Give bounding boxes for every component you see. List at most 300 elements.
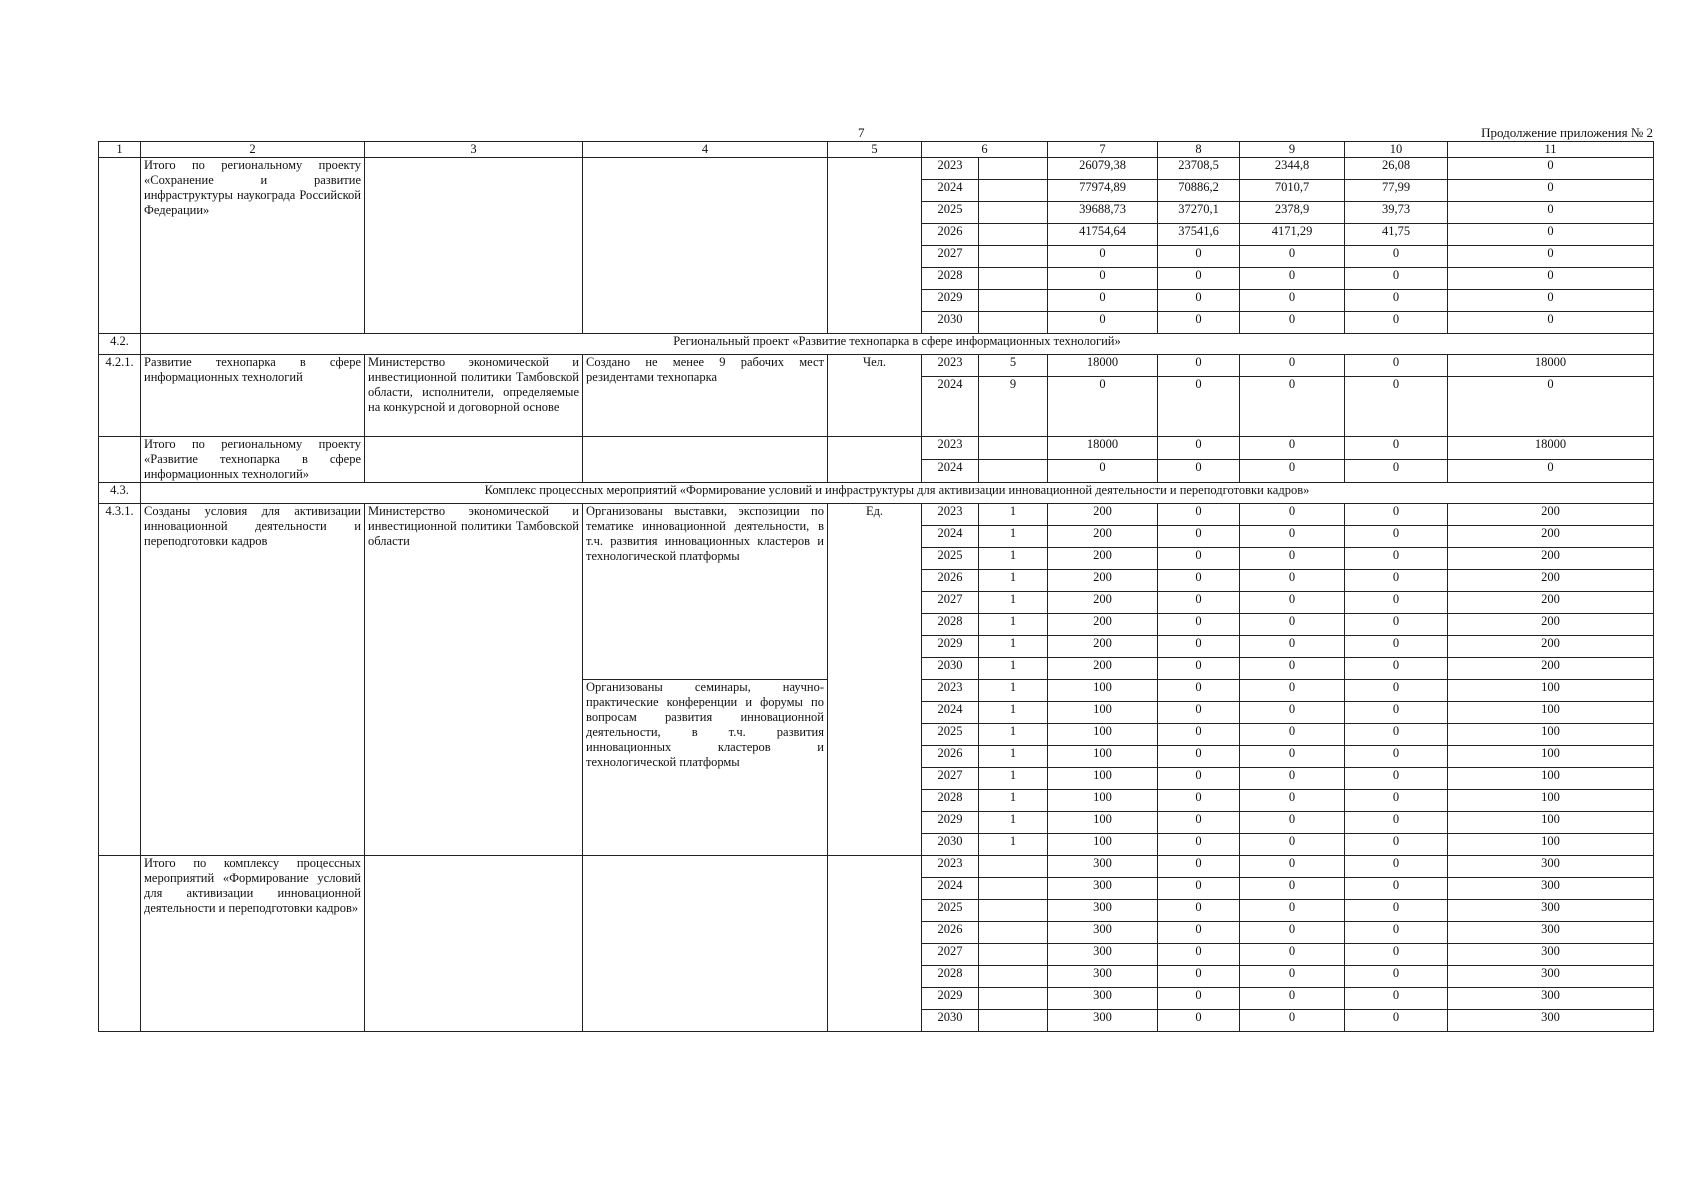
indicator-cell [979,988,1048,1010]
local-cell: 77,99 [1345,180,1448,202]
total-cell: 200 [1048,592,1158,614]
federal-cell: 0 [1158,746,1240,768]
total-cell: 77974,89 [1048,180,1158,202]
unit-cell: Ед. [828,504,922,856]
local-cell: 0 [1345,658,1448,680]
regional-cell: 0 [1240,246,1345,268]
indicator-cell [979,944,1048,966]
executor-cell [365,437,583,483]
total-cell: 300 [1048,988,1158,1010]
column-header-row [99,142,1654,158]
regional-cell: 7010,7 [1240,180,1345,202]
federal-cell: 0 [1158,702,1240,724]
extra-cell: 0 [1448,246,1654,268]
year-cell: 2025 [922,202,979,224]
local-cell: 0 [1345,636,1448,658]
total-cell: 200 [1048,636,1158,658]
unit-cell [828,437,922,483]
regional-cell: 0 [1240,878,1345,900]
indicator-cell [979,856,1048,878]
total-cell: 0 [1048,268,1158,290]
regional-cell: 0 [1240,856,1345,878]
regional-cell: 0 [1240,437,1345,460]
num-cell [99,856,141,1032]
extra-cell: 0 [1448,202,1654,224]
indicator-cell: 5 [979,355,1048,377]
num-cell: 4.3.1. [99,504,141,856]
extra-cell: 0 [1448,312,1654,334]
indicator-cell: 1 [979,548,1048,570]
local-cell: 0 [1345,355,1448,377]
regional-cell: 0 [1240,504,1345,526]
regional-cell: 0 [1240,614,1345,636]
local-cell: 0 [1345,290,1448,312]
federal-cell: 23708,5 [1158,158,1240,180]
year-cell: 2026 [922,224,979,246]
regional-cell: 4171,29 [1240,224,1345,246]
total-cell: 200 [1048,614,1158,636]
column-header: 1 [99,142,141,158]
federal-cell: 0 [1158,790,1240,812]
total-cell: 39688,73 [1048,202,1158,224]
regional-cell: 0 [1240,460,1345,483]
total-cell: 200 [1048,504,1158,526]
indicator-cell [979,290,1048,312]
federal-cell: 0 [1158,988,1240,1010]
year-cell: 2029 [922,636,979,658]
federal-cell: 0 [1158,290,1240,312]
regional-cell: 0 [1240,746,1345,768]
column-header: 5 [828,142,922,158]
indicator-cell: 1 [979,812,1048,834]
total-cell: 200 [1048,526,1158,548]
executor-cell [365,158,583,334]
local-cell: 0 [1345,504,1448,526]
total-name-cell: Итого по региональному проекту «Развитие технопарка в сфере информационных технологий» [141,437,365,483]
regional-cell: 0 [1240,312,1345,334]
indicator-cell: 1 [979,658,1048,680]
unit-cell: Чел. [828,355,922,437]
local-cell: 0 [1345,746,1448,768]
federal-cell: 0 [1158,246,1240,268]
indicator-cell: 1 [979,834,1048,856]
section-row [99,334,1654,355]
extra-cell: 200 [1448,636,1654,658]
column-header: 9 [1240,142,1345,158]
regional-cell: 0 [1240,724,1345,746]
federal-cell: 0 [1158,437,1240,460]
local-cell: 26,08 [1345,158,1448,180]
federal-cell: 0 [1158,856,1240,878]
federal-cell: 0 [1158,614,1240,636]
federal-cell: 37541,6 [1158,224,1240,246]
total-cell: 300 [1048,878,1158,900]
federal-cell: 0 [1158,268,1240,290]
extra-cell: 200 [1448,614,1654,636]
local-cell: 0 [1345,834,1448,856]
federal-cell: 0 [1158,944,1240,966]
num-cell: 4.2.1. [99,355,141,437]
total-cell: 100 [1048,746,1158,768]
table-body [99,142,1654,1032]
table-row [99,158,1654,180]
regional-cell: 0 [1240,702,1345,724]
total-cell: 100 [1048,680,1158,702]
result-cell [583,158,828,334]
year-cell: 2030 [922,1010,979,1032]
federal-cell: 0 [1158,878,1240,900]
year-cell: 2027 [922,944,979,966]
federal-cell: 0 [1158,526,1240,548]
extra-cell: 0 [1448,377,1654,437]
table-row [99,856,1654,878]
year-cell: 2024 [922,702,979,724]
local-cell: 0 [1345,878,1448,900]
regional-cell: 0 [1240,834,1345,856]
year-cell: 2025 [922,724,979,746]
unit-cell [828,158,922,334]
total-name-cell: Итого по региональному проекту «Сохранение и развитие инфраструктуры наукограда Российской Федерации» [141,158,365,334]
indicator-cell: 1 [979,526,1048,548]
continuation-note: Продолжение приложения № 2 [1481,125,1653,140]
section-row [99,483,1654,504]
extra-cell: 300 [1448,878,1654,900]
total-cell: 100 [1048,834,1158,856]
indicator-cell: 9 [979,377,1048,437]
indicator-cell [979,900,1048,922]
year-cell: 2024 [922,180,979,202]
federal-cell: 0 [1158,504,1240,526]
regional-cell: 0 [1240,922,1345,944]
indicator-cell: 1 [979,592,1048,614]
regional-cell: 0 [1240,592,1345,614]
local-cell: 0 [1345,768,1448,790]
indicator-cell: 1 [979,790,1048,812]
total-cell: 200 [1048,658,1158,680]
extra-cell: 200 [1448,592,1654,614]
event-name-cell: Развитие технопарка в сфере информационных технологий [141,355,365,437]
local-cell: 0 [1345,377,1448,437]
extra-cell: 200 [1448,658,1654,680]
local-cell: 0 [1345,900,1448,922]
year-cell: 2030 [922,658,979,680]
regional-cell: 0 [1240,636,1345,658]
regional-cell: 0 [1240,526,1345,548]
year-cell: 2023 [922,158,979,180]
total-cell: 0 [1048,312,1158,334]
extra-cell: 200 [1448,570,1654,592]
table-row [99,504,1654,526]
local-cell: 0 [1345,570,1448,592]
federal-cell: 0 [1158,636,1240,658]
result-cell [583,437,828,483]
column-header: 8 [1158,142,1240,158]
total-cell: 300 [1048,922,1158,944]
regional-cell: 0 [1240,658,1345,680]
section-number: 4.3. [99,483,141,504]
local-cell: 39,73 [1345,202,1448,224]
total-cell: 100 [1048,768,1158,790]
extra-cell: 100 [1448,790,1654,812]
regional-cell: 0 [1240,812,1345,834]
indicator-cell [979,922,1048,944]
year-cell: 2024 [922,460,979,483]
indicator-cell [979,268,1048,290]
result-cell: Создано не менее 9 рабочих мест резидентами технопарка [583,355,828,437]
federal-cell: 0 [1158,724,1240,746]
total-cell: 300 [1048,856,1158,878]
indicator-cell: 1 [979,746,1048,768]
extra-cell: 200 [1448,504,1654,526]
extra-cell: 300 [1448,944,1654,966]
regional-cell: 0 [1240,290,1345,312]
year-cell: 2024 [922,526,979,548]
year-cell: 2023 [922,355,979,377]
year-cell: 2029 [922,988,979,1010]
year-cell: 2030 [922,834,979,856]
year-cell: 2023 [922,856,979,878]
regional-cell: 2344,8 [1240,158,1345,180]
year-cell: 2023 [922,437,979,460]
indicator-cell: 1 [979,570,1048,592]
federal-cell: 0 [1158,966,1240,988]
year-cell: 2027 [922,246,979,268]
indicator-cell: 1 [979,504,1048,526]
total-name-cell: Итого по комплексу процессных мероприятий «Формирование условий для активизации инновационной деятельности и переподготовки кадров» [141,856,365,1032]
local-cell: 0 [1345,592,1448,614]
federal-cell: 0 [1158,312,1240,334]
total-cell: 300 [1048,1010,1158,1032]
indicator-cell: 1 [979,702,1048,724]
extra-cell: 300 [1448,1010,1654,1032]
year-cell: 2026 [922,746,979,768]
table-row [99,437,1654,460]
federal-cell: 0 [1158,768,1240,790]
federal-cell: 0 [1158,812,1240,834]
result-cell: Организованы выставки, экспозиции по тематике инновационной деятельности, в т.ч. развития инновационных кластеров и технологической платформы [583,504,828,680]
regional-cell: 0 [1240,570,1345,592]
year-cell: 2023 [922,504,979,526]
extra-cell: 0 [1448,158,1654,180]
column-header: 3 [365,142,583,158]
federal-cell: 37270,1 [1158,202,1240,224]
section-title: Региональный проект «Развитие технопарка в сфере информационных технологий» [141,334,1654,355]
local-cell: 0 [1345,312,1448,334]
indicator-cell: 1 [979,680,1048,702]
federal-cell: 0 [1158,570,1240,592]
column-header: 6 [922,142,1048,158]
regional-cell: 0 [1240,790,1345,812]
local-cell: 0 [1345,988,1448,1010]
regional-cell: 0 [1240,1010,1345,1032]
extra-cell: 0 [1448,224,1654,246]
column-header: 4 [583,142,828,158]
regional-cell: 0 [1240,768,1345,790]
local-cell: 0 [1345,944,1448,966]
local-cell: 0 [1345,268,1448,290]
local-cell: 0 [1345,790,1448,812]
year-cell: 2026 [922,922,979,944]
column-header: 2 [141,142,365,158]
year-cell: 2029 [922,812,979,834]
total-cell: 300 [1048,944,1158,966]
local-cell: 0 [1345,460,1448,483]
regional-cell: 0 [1240,355,1345,377]
executor-cell [365,856,583,1032]
year-cell: 2027 [922,592,979,614]
num-cell [99,437,141,483]
local-cell: 0 [1345,1010,1448,1032]
local-cell: 41,75 [1345,224,1448,246]
federal-cell: 0 [1158,922,1240,944]
executor-cell: Министерство экономической и инвестиционной политики Тамбовской области, исполнители, определяемые на конкурсной и договорной основе [365,355,583,437]
extra-cell: 300 [1448,988,1654,1010]
extra-cell: 100 [1448,680,1654,702]
page-number: 7 [858,125,865,140]
extra-cell: 300 [1448,900,1654,922]
extra-cell: 100 [1448,702,1654,724]
extra-cell: 100 [1448,746,1654,768]
regional-cell: 0 [1240,268,1345,290]
local-cell: 0 [1345,548,1448,570]
year-cell: 2028 [922,614,979,636]
indicator-cell [979,224,1048,246]
local-cell: 0 [1345,614,1448,636]
federal-cell: 0 [1158,460,1240,483]
indicator-cell [979,180,1048,202]
extra-cell: 200 [1448,526,1654,548]
extra-cell: 0 [1448,180,1654,202]
event-name-cell: Созданы условия для активизации инновационной деятельности и переподготовки кадров [141,504,365,856]
total-cell: 200 [1048,570,1158,592]
local-cell: 0 [1345,702,1448,724]
local-cell: 0 [1345,526,1448,548]
total-cell: 100 [1048,812,1158,834]
year-cell: 2025 [922,548,979,570]
local-cell: 0 [1345,246,1448,268]
extra-cell: 300 [1448,856,1654,878]
indicator-cell [979,878,1048,900]
extra-cell: 100 [1448,768,1654,790]
regional-cell: 0 [1240,966,1345,988]
indicator-cell [979,437,1048,460]
regional-cell: 0 [1240,548,1345,570]
federal-cell: 0 [1158,377,1240,437]
extra-cell: 300 [1448,922,1654,944]
extra-cell: 0 [1448,460,1654,483]
column-header: 11 [1448,142,1654,158]
section-title: Комплекс процессных мероприятий «Формирование условий и инфраструктуры для активизации инновационной деятельности и переподготовки кадров» [141,483,1654,504]
year-cell: 2025 [922,900,979,922]
regional-cell: 0 [1240,988,1345,1010]
result-cell [583,856,828,1032]
indicator-cell: 1 [979,636,1048,658]
total-cell: 0 [1048,246,1158,268]
extra-cell: 18000 [1448,355,1654,377]
regional-cell: 2378,9 [1240,202,1345,224]
unit-cell [828,856,922,1032]
indicator-cell [979,1010,1048,1032]
extra-cell: 100 [1448,724,1654,746]
year-cell: 2024 [922,878,979,900]
total-cell: 200 [1048,548,1158,570]
indicator-cell: 1 [979,768,1048,790]
indicator-cell [979,246,1048,268]
executor-cell: Министерство экономической и инвестиционной политики Тамбовской области [365,504,583,856]
regional-cell: 0 [1240,680,1345,702]
extra-cell: 300 [1448,966,1654,988]
indicator-cell: 1 [979,724,1048,746]
federal-cell: 0 [1158,680,1240,702]
local-cell: 0 [1345,724,1448,746]
indicator-cell [979,202,1048,224]
year-cell: 2029 [922,290,979,312]
total-cell: 100 [1048,724,1158,746]
total-cell: 41754,64 [1048,224,1158,246]
federal-cell: 0 [1158,834,1240,856]
section-number: 4.2. [99,334,141,355]
extra-cell: 0 [1448,290,1654,312]
year-cell: 2027 [922,768,979,790]
local-cell: 0 [1345,812,1448,834]
extra-cell: 100 [1448,812,1654,834]
federal-cell: 0 [1158,900,1240,922]
total-cell: 100 [1048,790,1158,812]
federal-cell: 0 [1158,658,1240,680]
federal-cell: 0 [1158,548,1240,570]
indicator-cell: 1 [979,614,1048,636]
local-cell: 0 [1345,437,1448,460]
total-cell: 26079,38 [1048,158,1158,180]
column-header: 10 [1345,142,1448,158]
federal-cell: 0 [1158,1010,1240,1032]
federal-cell: 70886,2 [1158,180,1240,202]
federal-cell: 0 [1158,592,1240,614]
program-table [98,141,1654,1032]
total-cell: 300 [1048,966,1158,988]
column-header: 7 [1048,142,1158,158]
extra-cell: 0 [1448,268,1654,290]
year-cell: 2028 [922,790,979,812]
regional-cell: 0 [1240,900,1345,922]
local-cell: 0 [1345,856,1448,878]
result-cell: Организованы семинары, научно-практические конференции и форумы по вопросам развития инновационной деятельности, в т.ч. развития инновационных кластеров и технологической платформы [583,680,828,856]
local-cell: 0 [1345,680,1448,702]
federal-cell: 0 [1158,355,1240,377]
year-cell: 2030 [922,312,979,334]
local-cell: 0 [1345,966,1448,988]
year-cell: 2023 [922,680,979,702]
year-cell: 2028 [922,268,979,290]
year-cell: 2026 [922,570,979,592]
extra-cell: 200 [1448,548,1654,570]
total-cell: 100 [1048,702,1158,724]
extra-cell: 18000 [1448,437,1654,460]
table-row [99,355,1654,377]
year-cell: 2024 [922,377,979,437]
indicator-cell [979,966,1048,988]
extra-cell: 100 [1448,834,1654,856]
total-cell: 0 [1048,460,1158,483]
indicator-cell [979,312,1048,334]
indicator-cell [979,158,1048,180]
total-cell: 18000 [1048,355,1158,377]
total-cell: 0 [1048,290,1158,312]
year-cell: 2028 [922,966,979,988]
indicator-cell [979,460,1048,483]
regional-cell: 0 [1240,944,1345,966]
regional-cell: 0 [1240,377,1345,437]
